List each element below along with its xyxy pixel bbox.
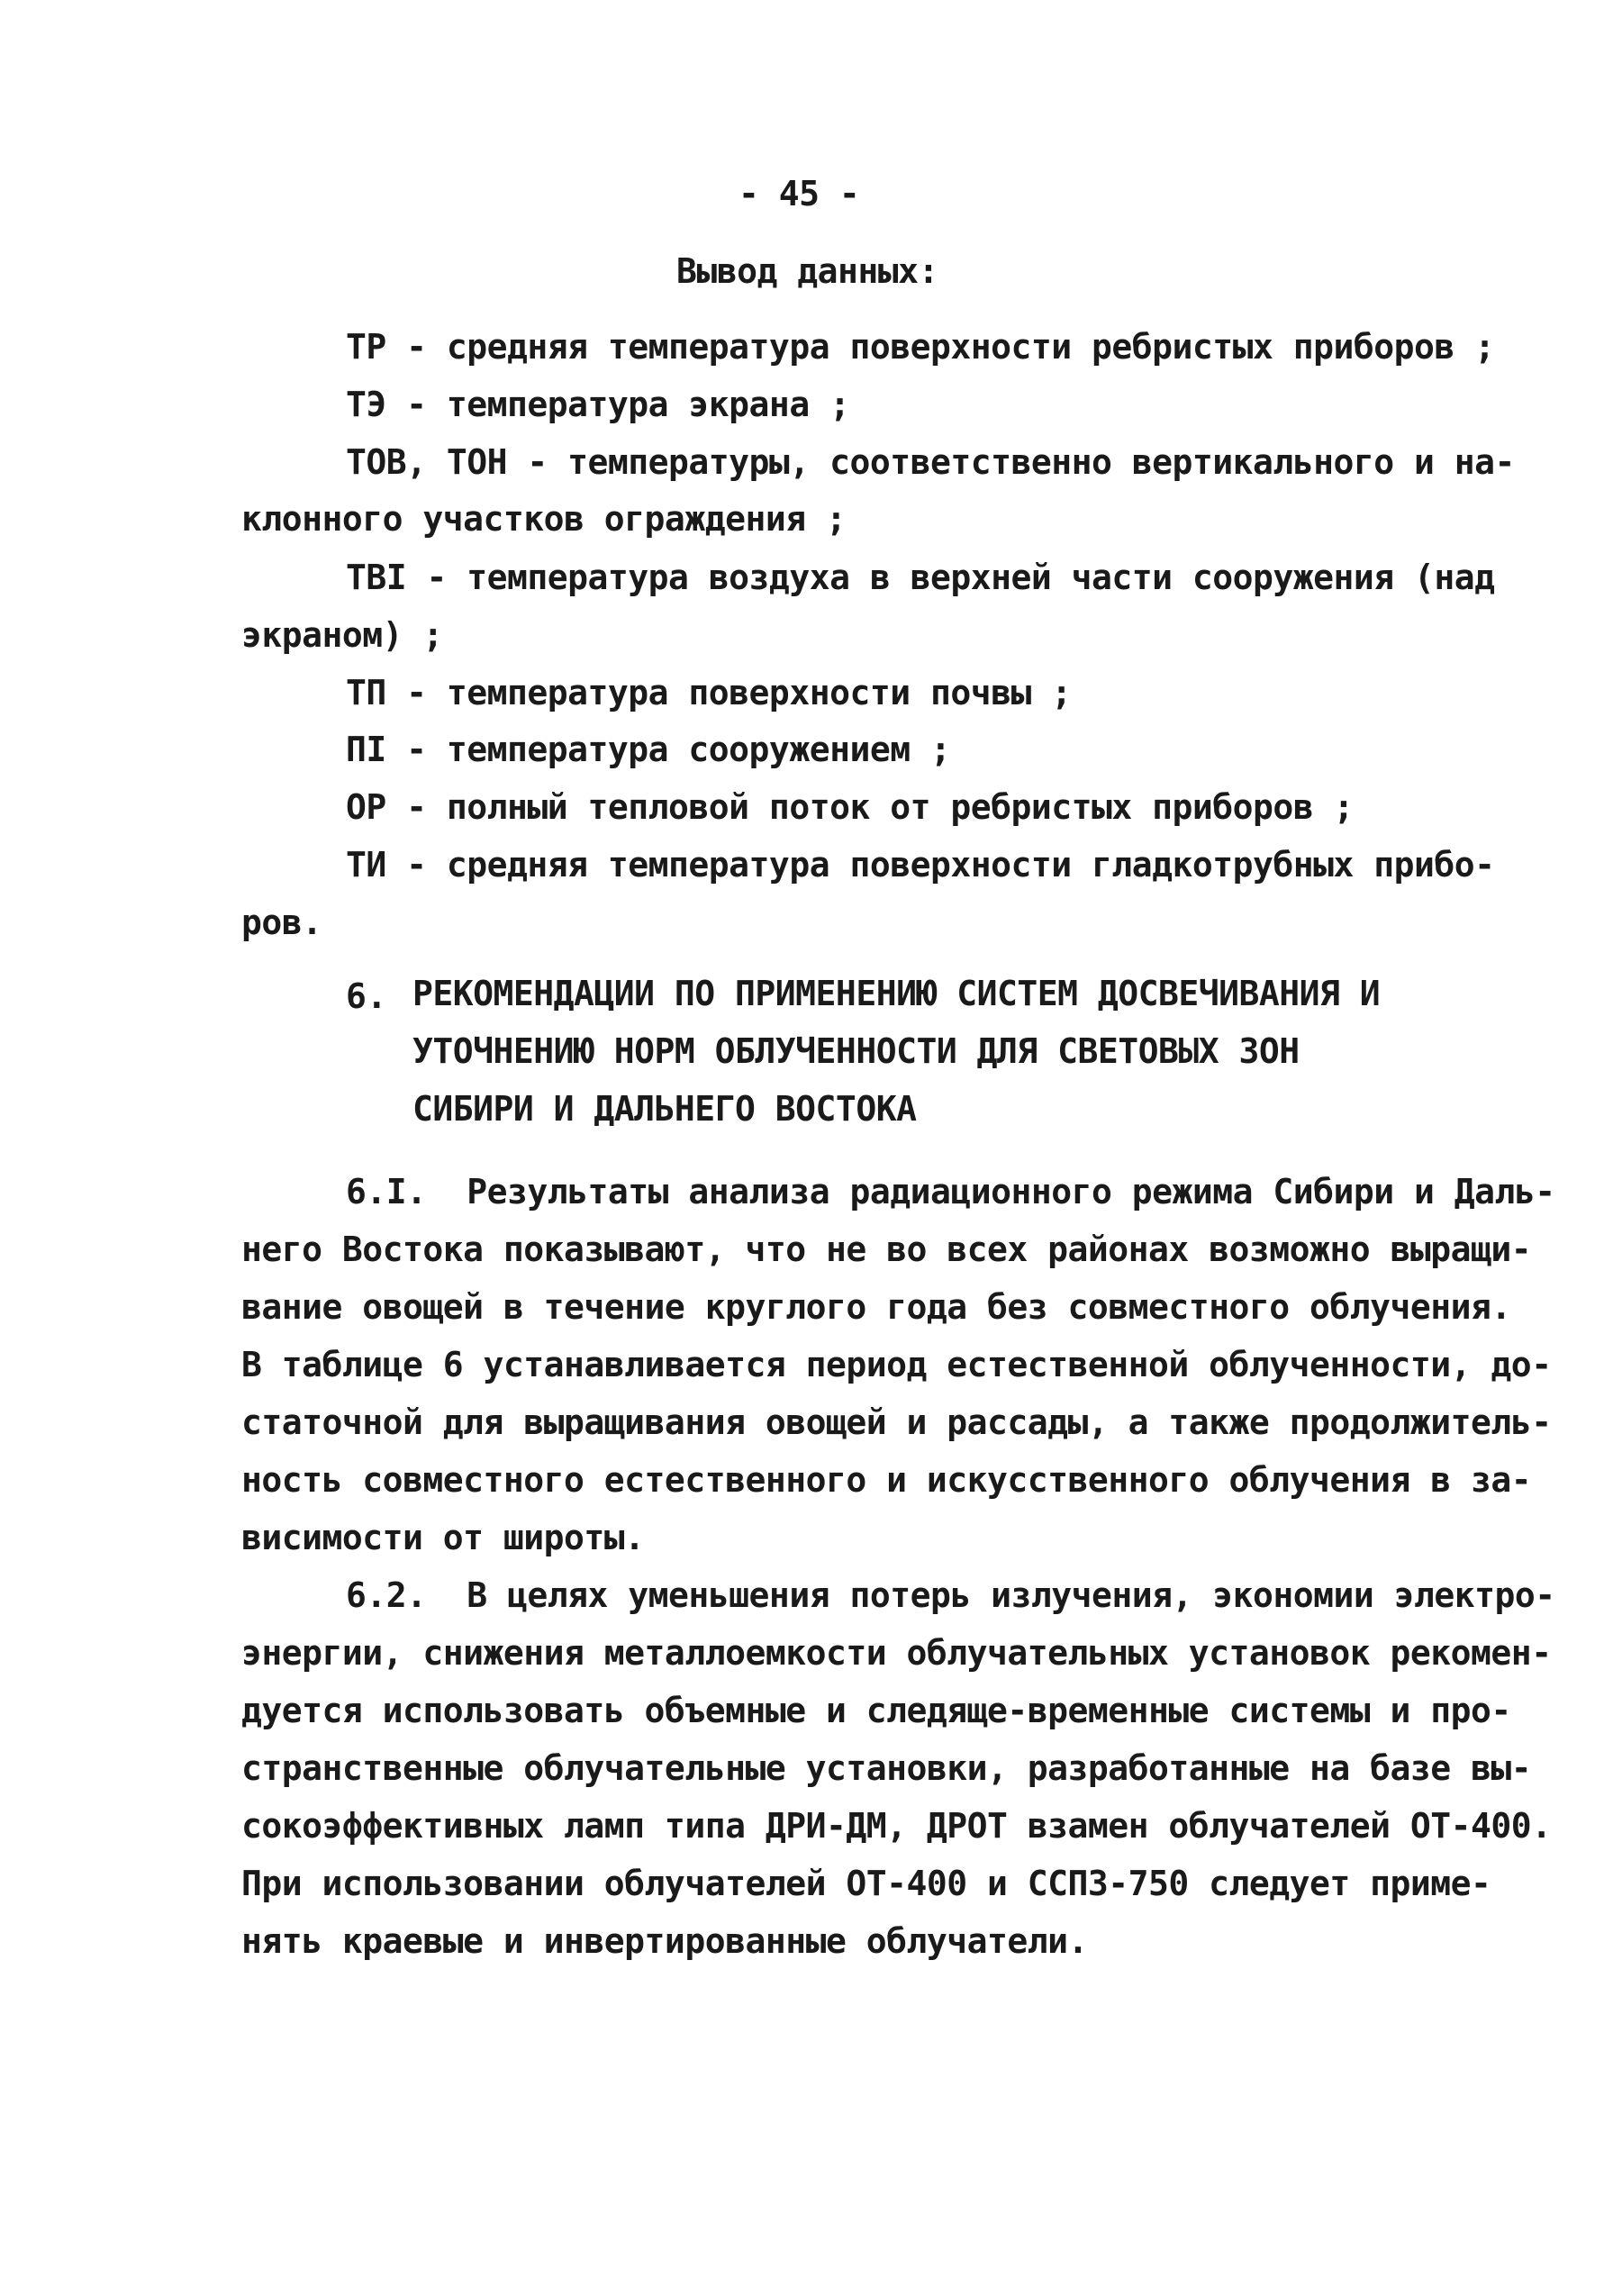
- paragraph-line: нять краевые и инвертированные облучатели.: [241, 1921, 1088, 1961]
- paragraph-line: вание овощей в течение круглого года без совместного облучения.: [241, 1287, 1511, 1327]
- paragraph-line: висимости от широты.: [241, 1518, 645, 1557]
- definition-line: ров.: [241, 903, 322, 942]
- heading-number: 6.: [346, 976, 387, 1016]
- paragraph-line: странственные облучательные установки, разработанные на базе вы-: [241, 1748, 1532, 1788]
- paragraph-line: 6.I. Результаты анализа радиационного режима Сибири и Даль-: [346, 1172, 1555, 1212]
- definition-line: ПI - температура сооружением ;: [346, 730, 951, 769]
- paragraph-line: При использовании облучателей ОТ-400 и ССПЗ-750 следует приме-: [241, 1864, 1491, 1903]
- definition-line: ТП - температура поверхности почвы ;: [346, 673, 1072, 712]
- definition-line: ТОВ, ТОН - температуры, соответственно вертикального и на-: [346, 442, 1515, 482]
- definition-line: ТЭ - температура экрана ;: [346, 385, 850, 424]
- paragraph-line: 6.2. В целях уменьшения потерь излучения, экономии электро-: [346, 1575, 1555, 1615]
- paragraph-line: него Востока показывают, что не во всех районах возможно выращи-: [241, 1230, 1532, 1269]
- paragraph-line: сокоэффективных ламп типа ДРИ-ДМ, ДРОТ взамен облучателей ОТ-400.: [241, 1806, 1552, 1846]
- definition-line: ОР - полный тепловой поток от ребристых приборов ;: [346, 787, 1354, 827]
- paragraph-line: В таблице 6 устанавливается период естественной облученности, до-: [241, 1345, 1552, 1384]
- paragraph-line: энергии, снижения металлоемкости облучательных установок рекомен-: [241, 1633, 1552, 1673]
- paragraph-line: дуется использовать объемные и следяще-временные системы и про-: [241, 1691, 1511, 1730]
- heading-line: РЕКОМЕНДАЦИИ ПО ПРИМЕНЕНИЮ СИСТЕМ ДОСВЕЧИВАНИЯ И: [412, 974, 1381, 1013]
- definition-line: ТР - средняя температура поверхности ребристых приборов ;: [346, 327, 1495, 367]
- page-number: - 45 -: [739, 174, 860, 213]
- definition-line: экраном) ;: [241, 615, 443, 655]
- definition-line: ТИ - средняя температура поверхности гладкотрубных прибо-: [346, 845, 1495, 885]
- paragraph-line: статочной для выращивания овощей и рассады, а также продолжитель-: [241, 1402, 1552, 1442]
- section-title: Вывод данных:: [676, 251, 938, 291]
- heading-line: СИБИРИ И ДАЛЬНЕГО ВОСТОКА: [412, 1089, 917, 1129]
- definition-line: ТВI - температура воздуха в верхней части сооружения (над: [346, 558, 1495, 597]
- heading-line: УТОЧНЕНИЮ НОРМ ОБЛУЧЕННОСТИ ДЛЯ СВЕТОВЫХ ЗОН: [412, 1031, 1300, 1071]
- definition-line: клонного участков ограждения ;: [241, 499, 847, 539]
- paragraph-line: ность совместного естественного и искусственного облучения в за-: [241, 1460, 1532, 1500]
